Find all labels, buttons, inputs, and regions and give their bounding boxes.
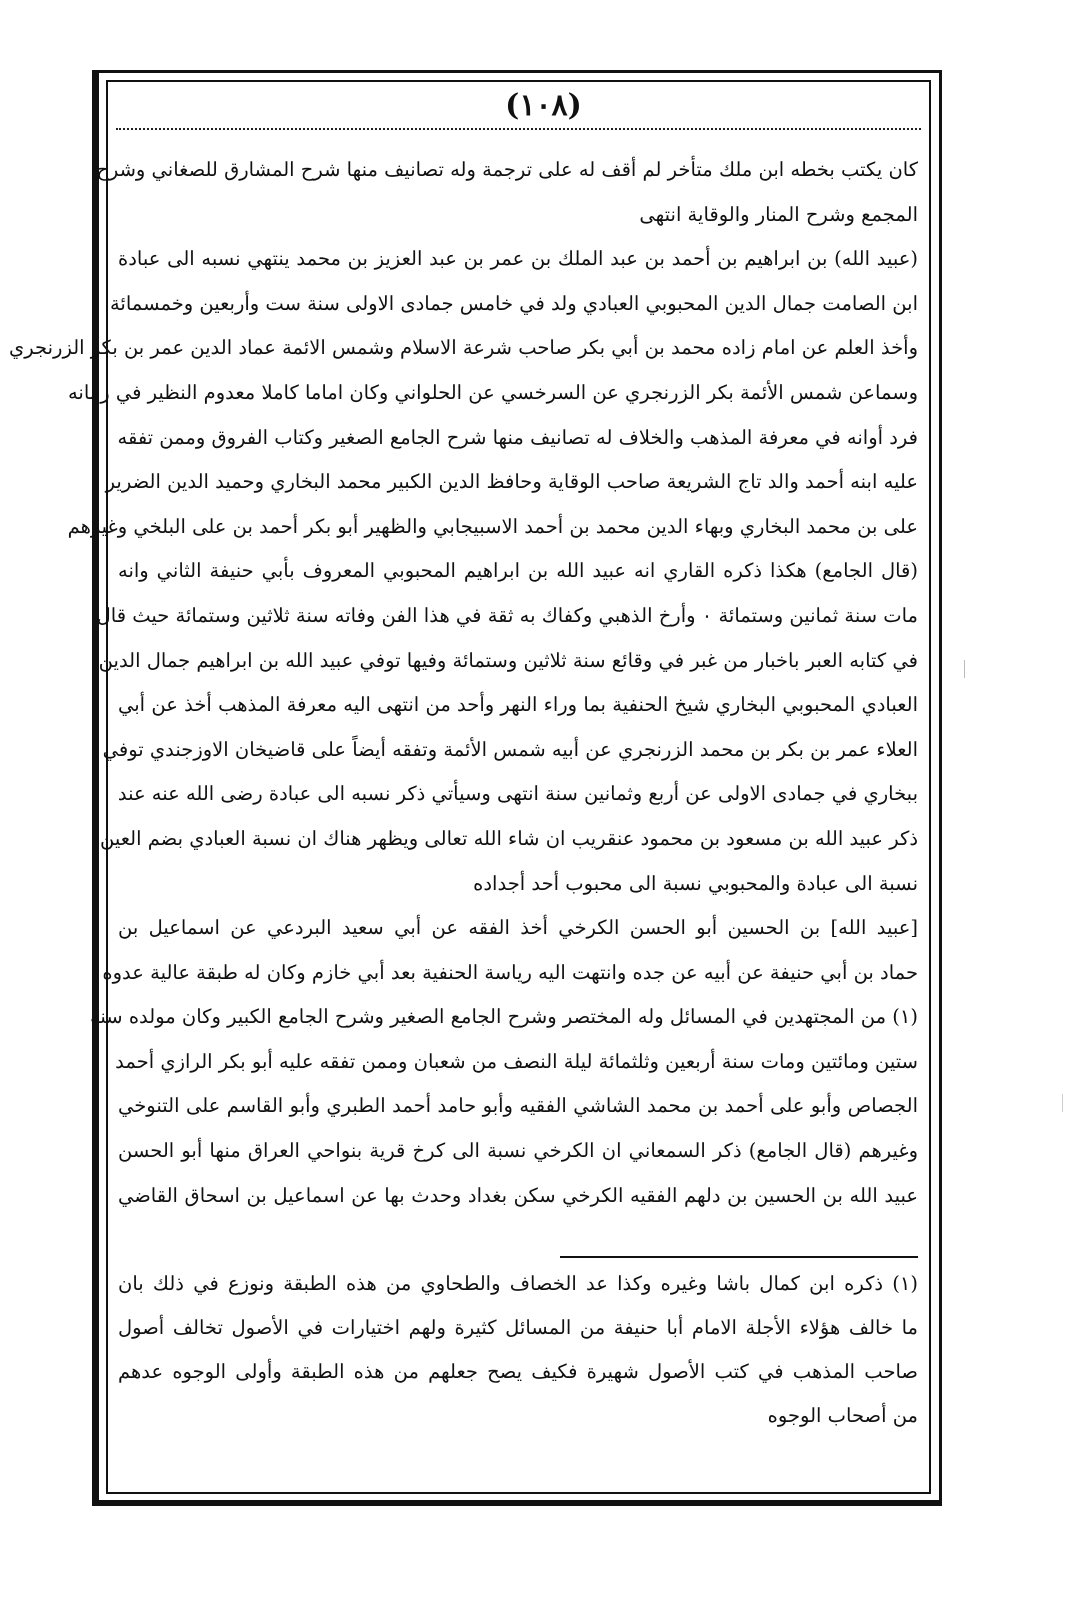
text-line: عبيد الله بن الحسين بن دلهم الفقيه الكرخي سكن بغداد وحدث بها عن اسماعيل بن اسحاق القاضي	[118, 1183, 918, 1207]
text-line: (عبيد الله) بن ابراهيم بن أحمد بن عبد الملك بن عمر بن عبد العزيز بن محمد ينتهي نسبه الى عبادة	[118, 247, 918, 271]
text-line: ابن الصامت جمال الدين المحبوبي العبادي ولد في خامس جمادى الاولى سنة ست وأربعين وخمسمائة	[109, 291, 918, 315]
text-line: حماد بن أبي حنيفة عن أبيه عن جده وانتهت اليه رياسة الحنفية بعد أبي خازم وكان له طبقة عالية عدوه	[102, 960, 918, 984]
text-line: الجصاص وأبو على أحمد بن محمد الشاشي الفقيه وأبو حامد أحمد الطبري وأبو القاسم على التنوخي	[118, 1094, 918, 1118]
text-line: نسبة الى عبادة والمحبوبي نسبة الى محبوب أحد أجداده	[473, 871, 918, 895]
text-line: كان يكتب بخطه ابن ملك متأخر لم أقف له على ترجمة وله تصانيف منها شرح المشارق للصغاني وشرح	[96, 158, 918, 181]
margin-mark	[1062, 1094, 1063, 1112]
text-line: مات سنة ثمانين وستمائة ٠ وأرخ الذهبي وكفاك به ثقة في هذا الفن وفاته سنة ثلاثين وستمائة حيث قال	[96, 603, 918, 627]
footnote-line: (١) ذكره ابن كمال باشا وغيره وكذا عد الخصاف والطحاوي من هذه الطبقة ونوزع في ذلك بان	[118, 1272, 918, 1295]
text-line: (١) من المجتهدين في المسائل وله المختصر وشرح الجامع الصغير وشرح الجامع الكبير وكان مولده سنة	[89, 1005, 918, 1029]
footnote-separator	[560, 1256, 918, 1258]
text-line: ستين ومائتين ومات سنة أربعين وثلثمائة ليلة النصف من شعبان وممن تفقه عليه أبو بكر الرازي أحمد	[115, 1049, 918, 1073]
text-line: فرد أوانه في معرفة المذهب والخلاف له تصانيف منها شرح الجامع الصغير وكتاب الفروق وممن تفقه	[117, 425, 918, 449]
text-line: [عبيد الله] بن الحسين أبو الحسن الكرخي أخذ الفقه عن أبي سعيد البردعي عن اسماعيل بن	[118, 916, 918, 940]
footnote-line: من أصحاب الوجوه	[767, 1404, 918, 1427]
text-line: العلاء عمر بن بكر بن محمد الزرنجري عن أبيه شمس الأئمة وتفقه أيضاً على قاضيخان الاوزجندي توفي	[102, 737, 918, 761]
text-line: في كتابه العبر باخبار من غبر في وقائع سنة ثلاثين وستمائة وفيها توفي عبيد الله بن ابراهيم جمال الدين	[98, 648, 918, 672]
main-text-block	[9, 148, 919, 1218]
text-line: وسماعن شمس الأئمة بكر الزرنجري عن السرخسي عن الحلواني وكان اماما كاملا معدوم النظير في زمانه	[67, 380, 918, 404]
page-number: (١٠٨)	[505, 88, 582, 123]
footnote-line: صاحب المذهب في كتب الأصول شهيرة فكيف يصح جعلهم من هذه الطبقة وأولى الوجوه عدهم	[118, 1360, 918, 1383]
text-line: على بن محمد البخاري وبهاء الدين محمد بن أحمد الاسبيجابي والظهير أبو بكر أحمد بن على البلخي وغيرهم	[67, 514, 918, 538]
text-line: عليه ابنه أحمد والد تاج الشريعة صاحب الوقاية وحافظ الدين الكبير محمد البخاري وحميد الدين الضرير	[105, 470, 918, 494]
text-line: ذكر عبيد الله بن مسعود بن محمود عنقريب ان شاء الله تعالى ويظهر هناك ان نسبة العبادي بضم العين	[100, 826, 918, 850]
text-line: (قال الجامع) هكذا ذكره القاري انه عبيد الله بن ابراهيم المحبوبي المعروف بأبي حنيفة الثاني وانه	[118, 559, 918, 583]
text-line: وأخذ العلم عن امام زاده محمد بن أبي بكر صاحب شرعة الاسلام وشمس الائمة عماد الدين عمر بن بكر الزرنجري	[9, 336, 918, 360]
text-line: المجمع وشرح المنار والوقاية انتهى	[639, 202, 918, 226]
text-line: وغيرهم (قال الجامع) ذكر السمعاني ان الكرخي نسبة الى كرخ قرية بنواحي العراق منها أبو الحسن	[118, 1139, 919, 1163]
footnote-line: ما خالف هؤلاء الأجلة الامام أبا حنيفة من المسائل كثيرة ولهم اختيارات في الأصول تخالف أصول	[118, 1316, 918, 1339]
text-line: ببخاري في جمادى الاولى عن أربع وثمانين سنة انتهى وسيأتي ذكر نسبه الى عبادة رضى الله عنه عند	[117, 782, 918, 806]
margin-mark	[964, 660, 965, 678]
text-line: العبادي المحبوبي البخاري شيخ الحنفية بما وراء النهر وأحد من انتهى اليه معرفة المذهب أخذ عن أبي	[118, 693, 918, 717]
header-dotted-rule	[116, 128, 921, 130]
footnote-block	[118, 1262, 918, 1438]
